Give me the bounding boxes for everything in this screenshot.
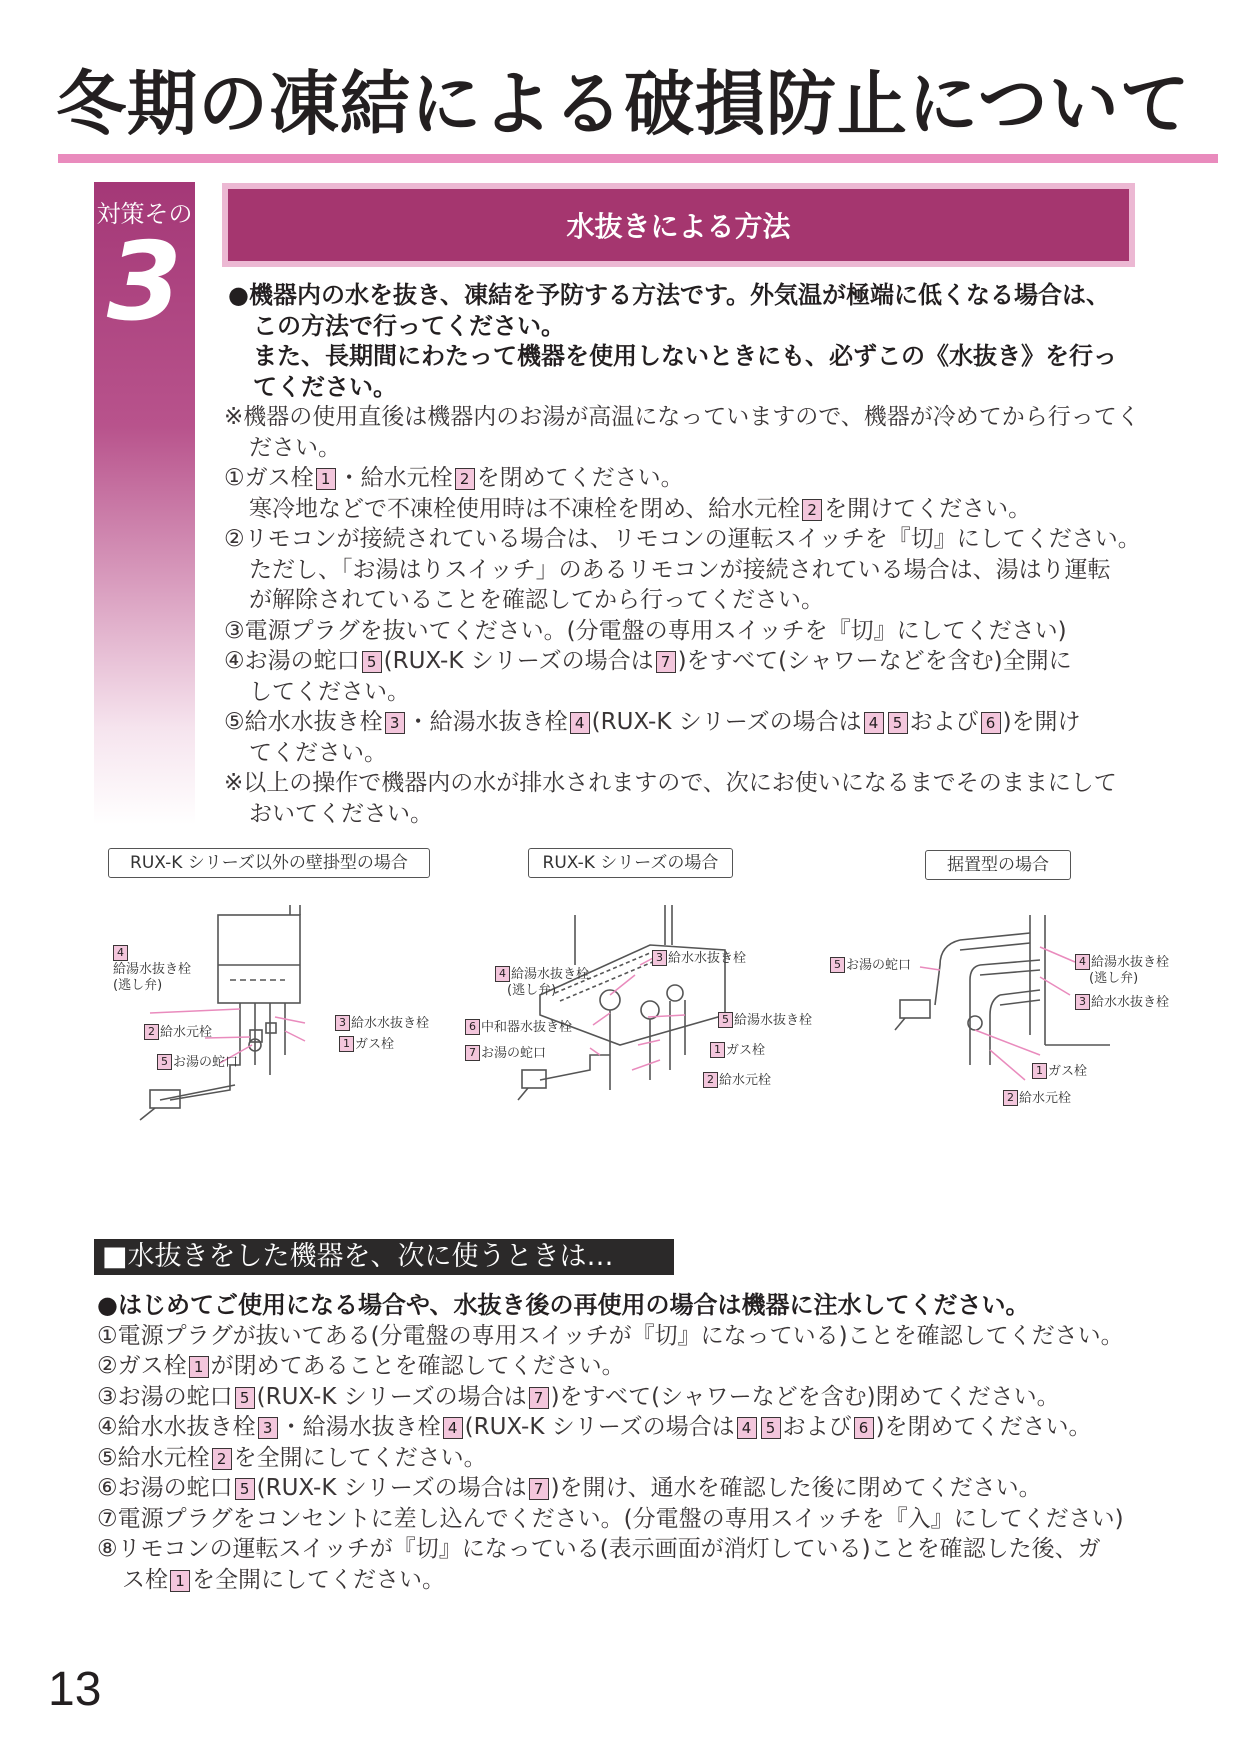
d2-callout-1 bbox=[710, 1042, 765, 1059]
step-1 bbox=[224, 463, 1141, 494]
d1-callout-5 bbox=[157, 1054, 238, 1071]
d2-callout-2 bbox=[703, 1072, 771, 1089]
key-4: 4 bbox=[495, 966, 510, 982]
d1-callout-1 bbox=[339, 1036, 394, 1053]
d3-callout-4-sub: (逃し弁) bbox=[1089, 971, 1139, 986]
step-5-text-c: (RUX-K シリーズの場合は bbox=[591, 709, 862, 735]
intro-line-2: この方法で行ってください。 bbox=[253, 311, 565, 340]
d2-callout-2-text: 給水元栓 bbox=[719, 1073, 772, 1088]
next-use-step-4-d: および bbox=[782, 1414, 852, 1440]
step-1-text-a: ①ガス栓 bbox=[224, 465, 314, 491]
next-use-step-8-b: を全開にしてください。 bbox=[192, 1566, 445, 1593]
next-use-heading: ■水抜きをした機器を、次に使うときは… bbox=[94, 1239, 674, 1275]
next-use-step-8-line-1: ⑧リモコンの運転スイッチが『切』になっている(表示画面が消灯している)ことを確認した後、ガ bbox=[97, 1536, 1101, 1562]
key-3: 3 bbox=[385, 712, 405, 734]
key-4: 4 bbox=[1075, 954, 1090, 970]
key-4: 4 bbox=[443, 1417, 463, 1439]
key-4: 4 bbox=[570, 712, 590, 734]
step-5-text-b: ・給湯水抜き栓 bbox=[406, 709, 568, 735]
d3-callout-3-text: 給水水抜き栓 bbox=[1091, 995, 1170, 1010]
d3-callout-4-text: 給湯水抜き栓 bbox=[1091, 955, 1170, 970]
key-2: 2 bbox=[144, 1024, 159, 1040]
next-use-step-5-b: を全開にしてください。 bbox=[233, 1444, 487, 1471]
key-3: 3 bbox=[258, 1417, 278, 1439]
key-2: 2 bbox=[802, 499, 822, 521]
next-use-step-2 bbox=[97, 1351, 1124, 1382]
step-1-text-e: を開けてください。 bbox=[824, 495, 1032, 522]
key-2: 2 bbox=[703, 1072, 718, 1088]
key-5: 5 bbox=[362, 651, 382, 673]
next-use-bullet: ●はじめてご使用になる場合や、水抜き後の再使用の場合は機器に注水してください。 bbox=[97, 1291, 1030, 1319]
key-5: 5 bbox=[157, 1054, 172, 1070]
key-1: 1 bbox=[189, 1356, 209, 1378]
next-use-step-7: ⑦電源プラグをコンセントに差し込んでください。(分電盤の専用スイッチを『入』にしてください) bbox=[97, 1505, 1124, 1532]
step-4-text-a: ④お湯の蛇口 bbox=[224, 648, 360, 674]
next-use-step-3-b: (RUX-K シリーズの場合は bbox=[256, 1383, 527, 1410]
next-use-step-3-c: )をすべて(シャワーなどを含む)閉めてください。 bbox=[550, 1383, 1060, 1410]
key-7: 7 bbox=[529, 1478, 549, 1500]
key-1: 1 bbox=[316, 468, 336, 490]
next-use-step-6-a: ⑥お湯の蛇口 bbox=[97, 1475, 233, 1501]
key-1: 1 bbox=[170, 1570, 190, 1592]
key-4: 4 bbox=[864, 712, 884, 734]
step-4-line-2: してください。 bbox=[249, 678, 410, 705]
key-2: 2 bbox=[455, 468, 475, 490]
d1-callout-3-text: 給水水抜き栓 bbox=[351, 1016, 430, 1031]
d1-callout-5-text: お湯の蛇口 bbox=[173, 1055, 239, 1070]
key-7: 7 bbox=[656, 651, 676, 673]
page-title: 冬期の凍結による破損防止について bbox=[56, 63, 1191, 145]
method-heading-box bbox=[222, 183, 1135, 267]
key-1: 1 bbox=[339, 1036, 354, 1052]
step-2-line-1: ②リモコンが接続されている場合は、リモコンの運転スイッチを『切』にしてください。 bbox=[224, 526, 1141, 552]
measure-tab bbox=[94, 182, 195, 825]
d2-callout-5 bbox=[718, 1012, 812, 1029]
step-5-text-e: )を開け bbox=[1002, 709, 1081, 735]
note-1-line-1: ※機器の使用直後は機器内のお湯が高温になっていますので、機器が冷めてから行ってく bbox=[224, 404, 1140, 430]
measure-tab-label: 対策その bbox=[96, 200, 193, 228]
next-use-step-4 bbox=[97, 1412, 1124, 1443]
step-5-text-d: および bbox=[909, 709, 979, 735]
note-2-line-1: ※以上の操作で機器内の水が排水されますので、次にお使いになるまでそのままにして bbox=[224, 770, 1117, 796]
d2-callout-7-text: お湯の蛇口 bbox=[481, 1046, 547, 1061]
key-1: 1 bbox=[1032, 1063, 1047, 1079]
next-use-step-3 bbox=[97, 1382, 1124, 1413]
d2-callout-1-text: ガス栓 bbox=[726, 1043, 766, 1058]
next-use-step-5 bbox=[97, 1443, 1124, 1474]
d3-callout-1 bbox=[1032, 1063, 1087, 1080]
key-5: 5 bbox=[235, 1478, 255, 1500]
next-use-step-8-line-2 bbox=[97, 1565, 1124, 1596]
d1-callout-2-text: 給水元栓 bbox=[160, 1025, 213, 1040]
intro-line-4: てください。 bbox=[253, 372, 397, 401]
next-use-step-5-a: ⑤給水元栓 bbox=[97, 1444, 210, 1471]
step-5 bbox=[224, 707, 1141, 738]
step-5-text-a: ⑤給水水抜き栓 bbox=[224, 709, 383, 735]
next-use-step-4-e: )を閉めてください。 bbox=[875, 1414, 1092, 1440]
step-1-text-b: ・給水元栓 bbox=[337, 465, 453, 491]
step-4-text-c: )をすべて(シャワーなどを含む)全開に bbox=[677, 648, 1072, 674]
d2-callout-3 bbox=[652, 950, 746, 967]
method-heading: 水抜きによる方法 bbox=[228, 189, 1129, 261]
d2-callout-7 bbox=[465, 1045, 546, 1062]
next-use-step-3-a: ③お湯の蛇口 bbox=[97, 1383, 233, 1410]
key-7: 7 bbox=[529, 1387, 549, 1409]
key-6: 6 bbox=[854, 1417, 874, 1439]
d3-callout-5-text: お湯の蛇口 bbox=[846, 958, 912, 973]
d2-callout-5-text: 給湯水抜き栓 bbox=[734, 1013, 813, 1028]
key-6: 6 bbox=[465, 1019, 480, 1035]
diagram-1-label: RUX-K シリーズ以外の壁掛型の場合 bbox=[108, 848, 430, 878]
next-use-step-8-a: ス栓 bbox=[122, 1566, 168, 1593]
d2-callout-4-sub: (逃し弁) bbox=[507, 983, 557, 998]
next-use-step-2-a: ②ガス栓 bbox=[97, 1353, 187, 1379]
step-1-text-c: を閉めてください。 bbox=[476, 465, 684, 491]
key-5: 5 bbox=[888, 712, 908, 734]
diagram-3-illustration bbox=[880, 905, 1120, 1135]
next-use-instructions bbox=[97, 1290, 1124, 1595]
step-1-sub bbox=[224, 494, 1141, 525]
d2-callout-3-text: 給水水抜き栓 bbox=[668, 951, 747, 966]
next-use-step-4-c: (RUX-K シリーズの場合は bbox=[464, 1414, 735, 1440]
d1-callout-1-text: ガス栓 bbox=[355, 1037, 395, 1052]
step-5-line-2: てください。 bbox=[249, 739, 387, 766]
key-7: 7 bbox=[465, 1045, 480, 1061]
d3-callout-2-text: 給水元栓 bbox=[1019, 1091, 1072, 1106]
key-3: 3 bbox=[335, 1015, 350, 1031]
intro-line-1: ●機器内の水を抜き、凍結を予防する方法です。外気温が極端に低くなる場合は、 bbox=[228, 281, 1111, 309]
diagram-2-label: RUX-K シリーズの場合 bbox=[528, 848, 733, 878]
page-number: 13 bbox=[48, 1663, 102, 1716]
measure-tab-number: 3 bbox=[106, 220, 183, 345]
d1-callout-2 bbox=[144, 1024, 212, 1041]
procedure bbox=[224, 402, 1141, 829]
diagram-3-label: 据置型の場合 bbox=[925, 850, 1071, 880]
d1-callout-4-text: 給湯水抜き栓 bbox=[113, 962, 192, 977]
d1-callout-4-sub: (逃し弁) bbox=[113, 978, 163, 993]
key-6: 6 bbox=[981, 712, 1001, 734]
d1-callout-4 bbox=[113, 945, 191, 994]
next-use-step-6-c: )を開け、通水を確認した後に閉めてください。 bbox=[550, 1475, 1042, 1501]
key-2: 2 bbox=[212, 1448, 232, 1470]
d3-callout-1-text: ガス栓 bbox=[1048, 1064, 1088, 1079]
d1-callout-3 bbox=[335, 1015, 429, 1032]
step-3: ③電源プラグを抜いてください。(分電盤の専用スイッチを『切』にしてください) bbox=[224, 617, 1067, 644]
step-4-text-b: (RUX-K シリーズの場合は bbox=[383, 648, 654, 674]
d2-callout-4-text: 給湯水抜き栓 bbox=[511, 967, 590, 982]
note-2-line-2: おいてください。 bbox=[249, 800, 433, 827]
step-2-line-2: ただし、「お湯はりスイッチ」のあるリモコンが接続されている場合は、湯はり運転 bbox=[249, 556, 1111, 583]
next-use-step-6 bbox=[97, 1473, 1124, 1504]
next-use-step-6-b: (RUX-K シリーズの場合は bbox=[256, 1475, 527, 1501]
step-4 bbox=[224, 646, 1141, 677]
step-2-line-3: が解除されていることを確認してから行ってください。 bbox=[249, 587, 824, 613]
key-4: 4 bbox=[737, 1417, 757, 1439]
key-4: 4 bbox=[113, 945, 128, 961]
key-5: 5 bbox=[235, 1387, 255, 1409]
instructions bbox=[228, 280, 1117, 402]
key-1: 1 bbox=[710, 1042, 725, 1058]
d3-callout-2 bbox=[1003, 1090, 1071, 1107]
d2-callout-6-text: 中和器水抜き栓 bbox=[481, 1020, 573, 1035]
d3-callout-5 bbox=[830, 957, 911, 974]
d3-callout-3 bbox=[1075, 994, 1169, 1011]
d3-callout-4 bbox=[1075, 954, 1169, 987]
key-5: 5 bbox=[718, 1012, 733, 1028]
d2-callout-6 bbox=[465, 1019, 572, 1036]
step-1-text-d: 寒冷地などで不凍栓使用時は不凍栓を閉め、給水元栓 bbox=[249, 495, 801, 522]
key-5: 5 bbox=[830, 957, 845, 973]
note-1-line-2: ださい。 bbox=[249, 434, 341, 461]
key-3: 3 bbox=[1075, 994, 1090, 1010]
next-use-step-2-b: が閉めてあることを確認してください。 bbox=[210, 1353, 625, 1379]
key-2: 2 bbox=[1003, 1090, 1018, 1106]
key-3: 3 bbox=[652, 950, 667, 966]
key-5: 5 bbox=[761, 1417, 781, 1439]
d2-callout-4 bbox=[495, 966, 589, 999]
title-underline bbox=[58, 154, 1218, 163]
next-use-step-4-b: ・給湯水抜き栓 bbox=[279, 1414, 441, 1440]
next-use-step-1: ①電源プラグが抜いてある(分電盤の専用スイッチが『切』になっている)ことを確認してください。 bbox=[97, 1322, 1124, 1349]
intro-line-3: また、長期間にわたって機器を使用しないときにも、必ずこの《水抜き》を行っ bbox=[253, 342, 1117, 370]
next-use-step-4-a: ④給水水抜き栓 bbox=[97, 1414, 256, 1440]
